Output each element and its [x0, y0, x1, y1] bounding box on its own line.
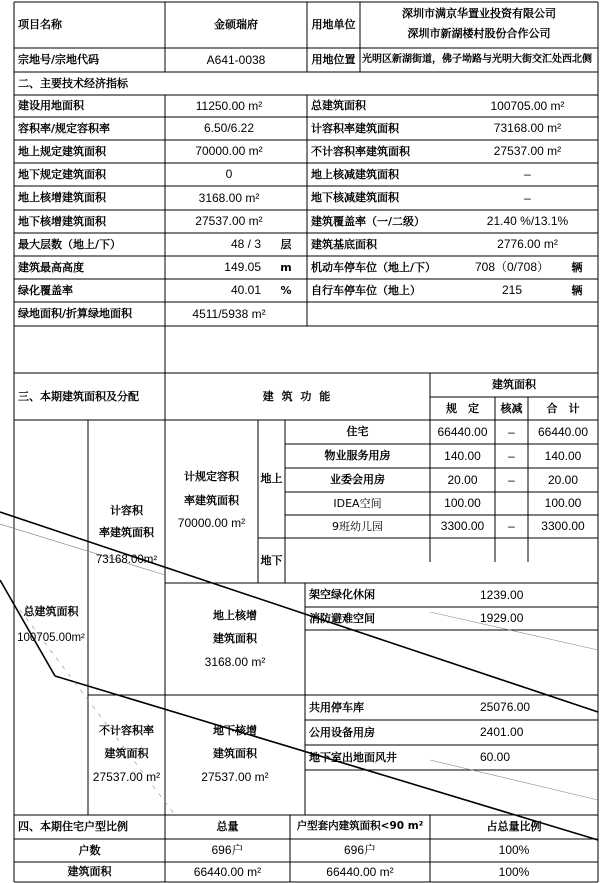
indicator-label: 地下规定建筑面积 — [18, 167, 106, 181]
above-add-item-value: 1239.00 — [480, 587, 524, 602]
nonfar-label-1: 不计容积率 — [99, 724, 154, 738]
indicator-value: 149.05 — [224, 260, 261, 274]
function-reduce: – — [508, 519, 515, 533]
indicator-unit: % — [280, 283, 292, 297]
indicator-label: 绿地面积/折算绿地面积 — [18, 307, 133, 321]
function-header: 建 筑 功 能 — [262, 389, 333, 403]
function-total: 100.00 — [544, 496, 582, 510]
function-name: 9班幼儿园 — [332, 519, 383, 533]
indicator-value: – — [524, 190, 531, 205]
planned-area-value: 70000.00 m² — [177, 515, 246, 530]
indicator-value: 3168.00 m² — [198, 190, 260, 205]
far-area-value: 73168.00m² — [95, 553, 158, 566]
below-add-item-name: 地下室出地面风井 — [309, 750, 397, 764]
function-name: 业委会用房 — [330, 473, 385, 487]
function-name: 住宅 — [346, 425, 369, 439]
indicator-value: 21.40 %/13.1% — [486, 214, 569, 228]
indicator-label: 机动车停车位（地上/下） — [311, 260, 437, 274]
function-total: 3300.00 — [541, 519, 585, 533]
owner-line1: 深圳市满京华置业投资有限公司 — [402, 7, 556, 21]
indicator-value: 100705.00 m² — [490, 98, 565, 113]
indicator-label: 地上核减建筑面积 — [311, 167, 399, 181]
indicator-value: 27537.00 m² — [493, 144, 562, 158]
above-ground-label: 地上 — [260, 472, 283, 486]
unit-mix-type: 696户 — [343, 843, 377, 857]
indicator-value: 708（0/708） — [474, 260, 550, 274]
unit-mix-ratio: 100% — [498, 864, 530, 879]
parcel-value: A641-0038 — [206, 52, 266, 67]
section4-col-ratio: 占总量比例 — [486, 820, 542, 834]
indicator-value: – — [524, 167, 531, 181]
function-reduce: – — [508, 472, 515, 487]
section2-title: 二、主要技术经济指标 — [18, 76, 128, 90]
function-reduce: – — [508, 448, 515, 463]
indicator-unit: m — [280, 260, 292, 274]
unit-mix-total: 696户 — [211, 843, 244, 857]
unit-mix-ratio: 100% — [498, 843, 530, 857]
function-total: 20.00 — [547, 472, 579, 487]
project-name-label: 项目名称 — [18, 18, 62, 32]
indicator-value: 73168.00 m² — [493, 121, 562, 135]
section4-col-total: 总量 — [216, 820, 239, 834]
nonfar-label-2: 建筑面积 — [104, 747, 149, 761]
above-add-label-1: 地上核增 — [213, 609, 257, 623]
owner-label: 用地单位 — [311, 18, 356, 32]
indicator-value: 48 / 3 — [230, 237, 261, 251]
indicator-value: 6.50/6.22 — [203, 121, 255, 135]
indicator-label: 地上规定建筑面积 — [18, 144, 106, 158]
indicator-label: 地下核增建筑面积 — [18, 214, 106, 228]
function-name: IDEA空间 — [333, 496, 382, 510]
section4-col-type: 户型套内建筑面积<90 m² — [296, 820, 424, 833]
project-name-value: 金硕瑞府 — [214, 18, 258, 32]
function-total: 140.00 — [544, 448, 582, 463]
below-add-value: 27537.00 m² — [201, 769, 269, 784]
indicator-unit: 辆 — [571, 283, 583, 297]
unit-mix-type: 66440.00 m² — [326, 864, 394, 879]
section4-title: 四、本期住宅户型比例 — [18, 820, 128, 834]
indicator-label: 容积率/规定容积率 — [18, 121, 111, 135]
indicator-label: 建筑基底面积 — [311, 237, 377, 251]
indicator-label: 自行车停车位（地上） — [311, 283, 421, 297]
indicator-value: 4511/5938 m² — [192, 306, 266, 321]
indicator-label: 不计容积率建筑面积 — [311, 144, 410, 158]
area-header: 建筑面积 — [492, 378, 536, 392]
parcel-label: 宗地号/宗地代码 — [18, 53, 100, 67]
function-planned: 100.00 — [444, 496, 481, 510]
col-reduce: 核减 — [500, 401, 523, 415]
below-add-item-value: 2401.00 — [480, 725, 524, 739]
function-planned: 140.00 — [444, 448, 481, 463]
indicator-unit: 层 — [280, 237, 292, 251]
above-add-value: 3168.00 m² — [204, 654, 266, 669]
location-label: 用地位置 — [311, 53, 356, 67]
function-planned: 3300.00 — [440, 519, 485, 533]
unit-mix-label: 户数 — [78, 843, 101, 857]
below-add-item-value: 25076.00 — [480, 700, 531, 714]
indicator-label: 最大层数（地上/下） — [18, 237, 122, 251]
above-add-label-2: 建筑面积 — [213, 632, 257, 646]
indicator-value: 11250.00 m² — [195, 98, 263, 113]
function-planned: 20.00 — [447, 472, 478, 487]
indicator-label: 绿化覆盖率 — [18, 283, 73, 297]
indicator-value: 40.01 — [230, 283, 261, 297]
far-area-label-1: 计容积 — [110, 504, 143, 518]
above-add-item-name: 消防避难空间 — [309, 611, 375, 625]
above-add-item-value: 1929.00 — [480, 611, 524, 625]
indicator-value: 2776.00 m² — [497, 237, 558, 251]
function-name: 物业服务用房 — [324, 449, 391, 463]
function-reduce: – — [508, 424, 515, 439]
below-add-item-name: 共用停车库 — [309, 700, 364, 714]
function-reduce — [495, 492, 528, 515]
indicator-label: 总建筑面积 — [311, 99, 366, 113]
indicator-label: 建筑覆盖率（一/二级） — [311, 214, 426, 228]
below-add-label-1: 地下核增 — [213, 724, 257, 738]
below-add-item-value: 60.00 — [480, 750, 511, 764]
far-area-label-2: 率建筑面积 — [99, 526, 154, 540]
indicator-value: 70000.00 m² — [195, 144, 263, 158]
below-add-item-name: 公用设备用房 — [309, 725, 375, 739]
unit-mix-label: 建筑面积 — [67, 865, 112, 879]
total-area-value: 100705.00m² — [17, 631, 85, 644]
indicator-label: 建设用地面积 — [18, 99, 84, 113]
indicator-value: 0 — [225, 167, 233, 181]
indicator-value — [457, 302, 598, 326]
indicator-value: 27537.00 m² — [195, 214, 263, 228]
below-ground-label: 地下 — [260, 553, 283, 567]
indicator-label: 计容积率建筑面积 — [311, 121, 399, 135]
below-add-label-2: 建筑面积 — [213, 747, 257, 761]
location-value: 光明区新湖街道，佛子坳路与光明大街交汇处西北侧 — [362, 53, 592, 65]
col-total: 合 计 — [546, 401, 580, 415]
nonfar-value: 27537.00 m² — [92, 769, 161, 784]
indicator-label — [307, 302, 457, 326]
above-add-item-name: 架空绿化休闲 — [309, 588, 375, 602]
function-planned: 66440.00 — [437, 424, 488, 439]
indicator-value: 215 — [501, 283, 523, 297]
planned-area-label-2: 率建筑面积 — [184, 494, 239, 508]
indicator-label: 地上核增建筑面积 — [18, 191, 106, 205]
total-area-label: 总建筑面积 — [23, 605, 79, 619]
function-total: 66440.00 — [537, 424, 589, 439]
indicator-unit: 辆 — [571, 260, 583, 274]
col-planned: 规 定 — [446, 401, 479, 415]
section3-title: 三、本期建筑面积及分配 — [18, 389, 139, 403]
planned-area-label-1: 计规定容积 — [184, 470, 239, 484]
owner-line2: 深圳市新湖楼村股份合作公司 — [407, 27, 551, 41]
unit-mix-total: 66440.00 m² — [193, 864, 262, 879]
indicator-label: 地下核减建筑面积 — [311, 191, 399, 205]
indicator-label: 建筑最高高度 — [18, 260, 84, 274]
